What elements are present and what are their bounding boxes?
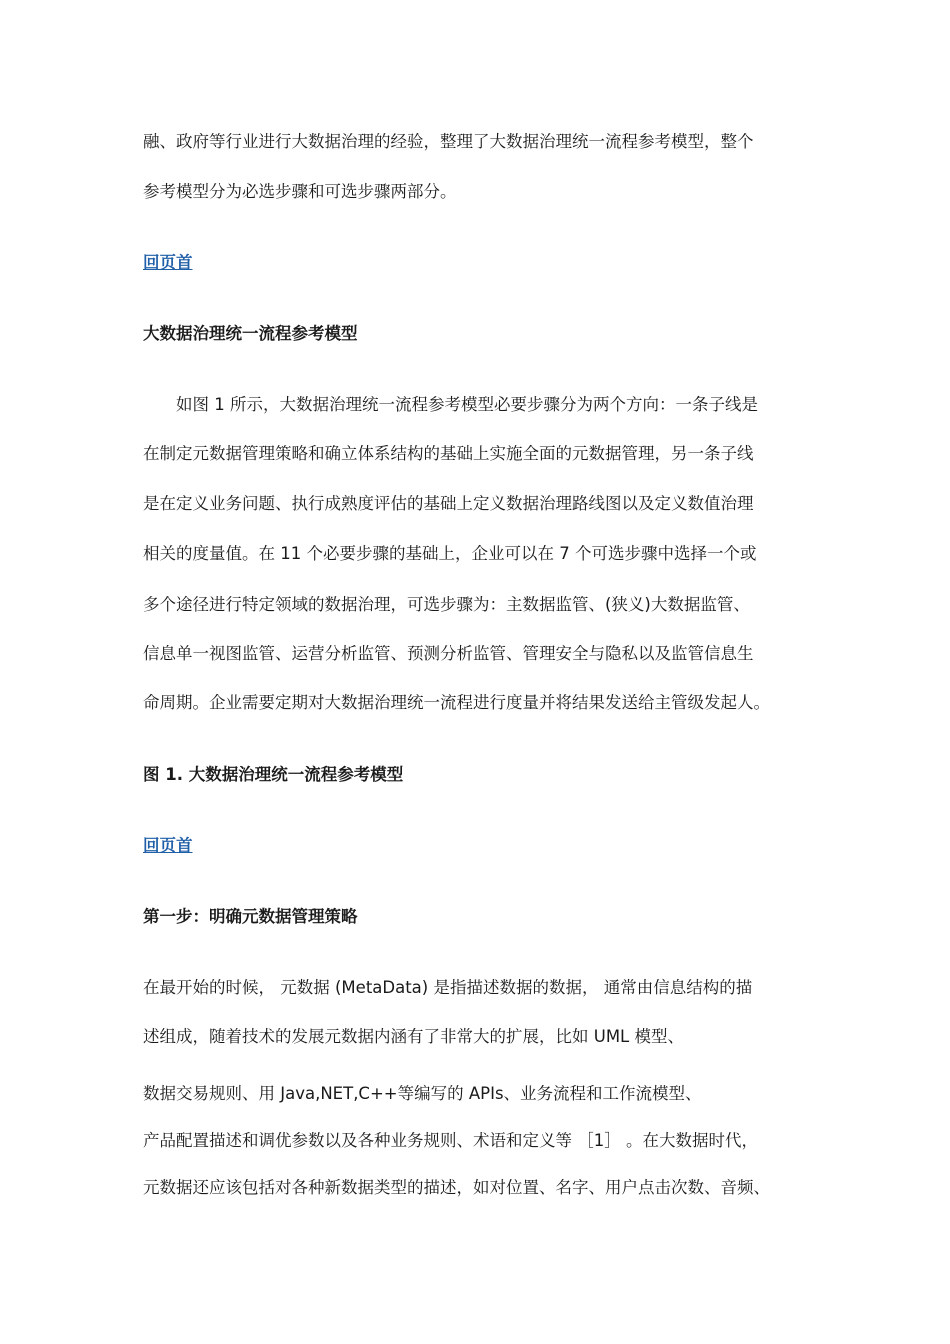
- back-to-top-link-2[interactable]: 回页首: [143, 836, 193, 855]
- intro-line-1: 融、政府等行业进行大数据治理的经验，整理了大数据治理统一流程参考模型，整个: [143, 132, 754, 151]
- step1-line-3: 数据交易规则、用 Java,NET,C++等编写的 APIs、业务流程和工作流模型、: [143, 1084, 702, 1103]
- model-line-4: 相关的度量值。在 11 个必要步骤的基础上，企业可以在 7 个可选步骤中选择一个或: [143, 544, 757, 563]
- intro-line-2: 参考模型分为必选步骤和可选步骤两部分。: [143, 182, 457, 201]
- model-line-6: 信息单一视图监管、运营分析监管、预测分析监管、管理安全与隐私以及监管信息生: [143, 644, 754, 663]
- model-line-5: 多个途径进行特定领域的数据治理，可选步骤为：主数据监管、(狭义)大数据监管、: [143, 595, 750, 614]
- figure-caption: 图 1. 大数据治理统一流程参考模型: [143, 765, 404, 784]
- model-line-3: 是在定义业务问题、执行成熟度评估的基础上定义数据治理路线图以及定义数值治理: [143, 494, 754, 513]
- back-to-top-link[interactable]: 回页首: [143, 253, 193, 272]
- step1-line-5: 元数据还应该包括对各种新数据类型的描述，如对位置、名字、用户点击次数、音频、: [143, 1178, 770, 1197]
- step1-title: 第一步：明确元数据管理策略: [143, 907, 358, 926]
- section-title: 大数据治理统一流程参考模型: [143, 324, 358, 343]
- model-line-1: 如图 1 所示，大数据治理统一流程参考模型必要步骤分为两个方向：一条子线是: [176, 395, 758, 414]
- model-line-2: 在制定元数据管理策略和确立体系结构的基础上实施全面的元数据管理，另一条子线: [143, 444, 754, 463]
- step1-line-1: 在最开始的时候， 元数据 (MetaData) 是指描述数据的数据， 通常由信息结构的描: [143, 978, 753, 997]
- step1-line-4: 产品配置描述和调优参数以及各种业务规则、术语和定义等 ［1］ 。在大数据时代，: [143, 1131, 758, 1150]
- model-line-7: 命周期。企业需要定期对大数据治理统一流程进行度量并将结果发送给主管级发起人。: [143, 693, 770, 712]
- step1-line-2: 述组成，随着技术的发展元数据内涵有了非常大的扩展，比如 UML 模型、: [143, 1027, 684, 1046]
